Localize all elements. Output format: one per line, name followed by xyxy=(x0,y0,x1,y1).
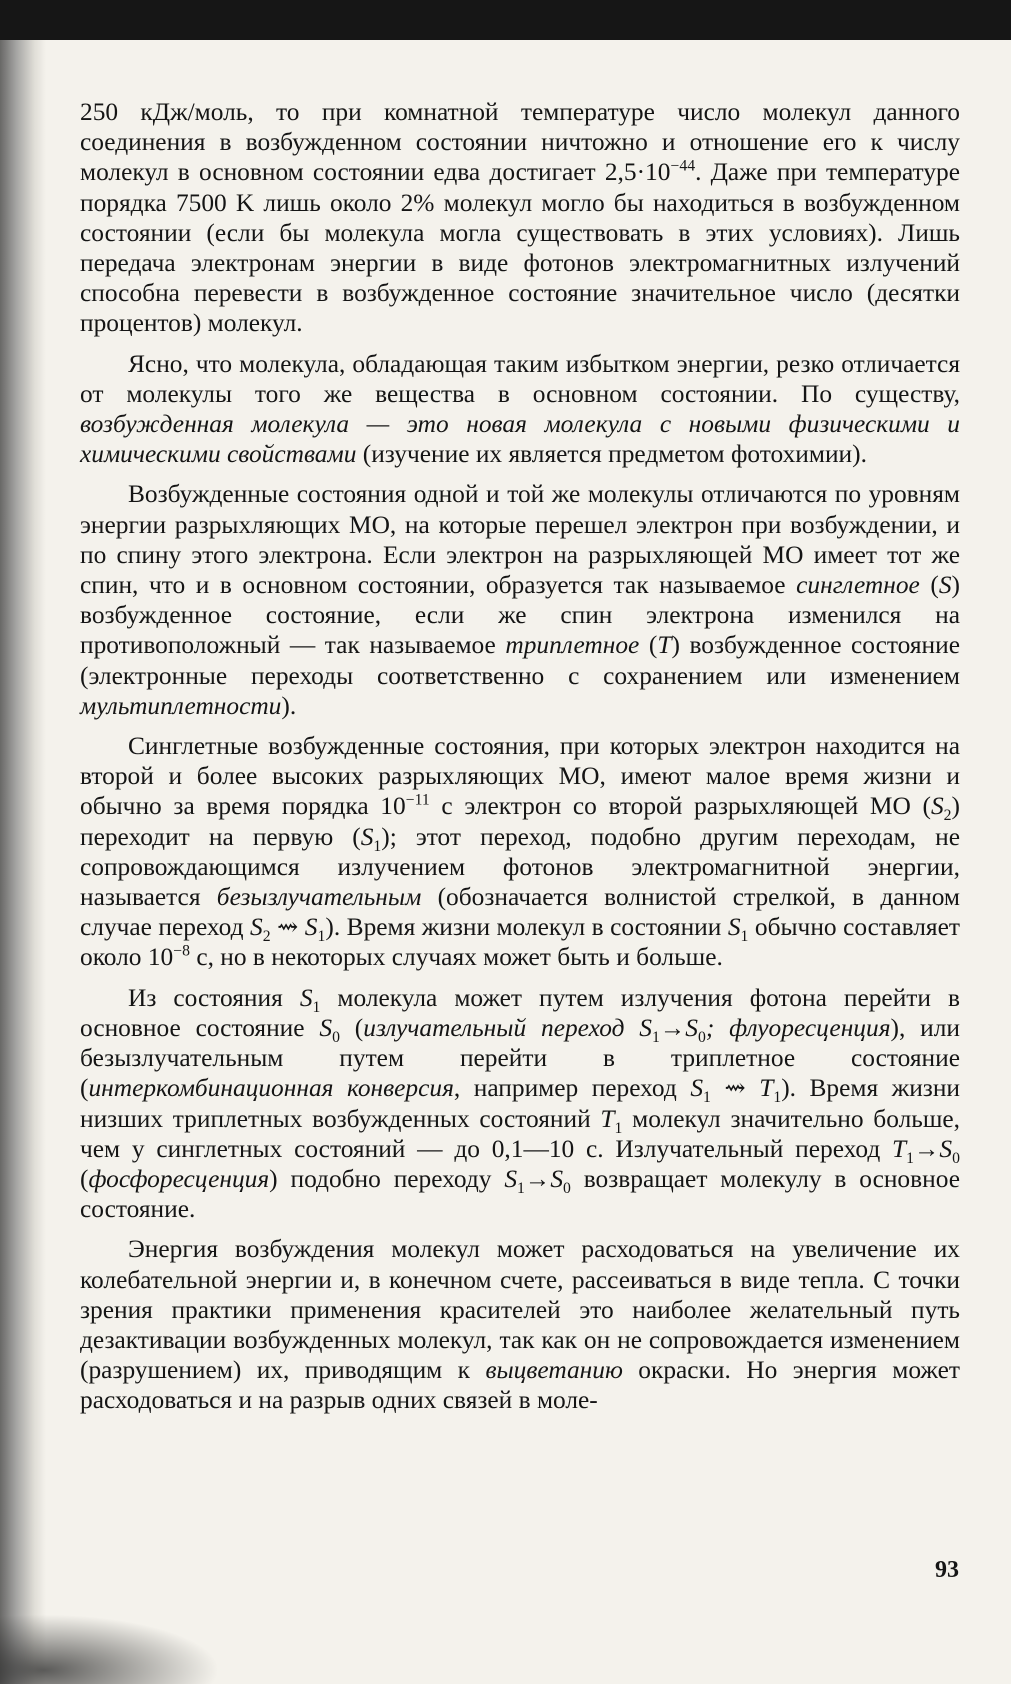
italic-term: S xyxy=(299,983,313,1012)
italic-term: S xyxy=(939,1134,953,1163)
subscript: 1 xyxy=(317,928,326,946)
scan-top-border xyxy=(0,0,1011,40)
superscript: −44 xyxy=(670,157,696,175)
italic-term: фосфоресценция xyxy=(88,1164,270,1193)
scan-corner-smudge xyxy=(0,1614,220,1684)
superscript: −8 xyxy=(173,943,190,961)
subscript: 1 xyxy=(312,998,321,1016)
italic-term: ; флуоресценция xyxy=(705,1013,891,1042)
italic-term: S xyxy=(504,1164,518,1193)
italic-term: S xyxy=(304,913,318,942)
page-body-text xyxy=(80,97,960,1416)
subscript: 0 xyxy=(563,1179,571,1197)
italic-term: S xyxy=(938,571,952,600)
italic-term: S xyxy=(727,913,741,942)
subscript: 0 xyxy=(952,1149,960,1167)
italic-term: мультиплетности xyxy=(80,691,282,720)
superscript: −11 xyxy=(405,792,430,809)
subscript: 0 xyxy=(332,1028,340,1046)
subscript: 1 xyxy=(773,1089,782,1107)
subscript: 1 xyxy=(906,1149,915,1167)
subscript: 1 xyxy=(614,1119,623,1137)
subscript: 1 xyxy=(517,1179,525,1197)
paragraph-5: Из состояния $S_1$ молекула может путем излучения фотона перейти в основное состояние $S_0$ (излучательный переход $S_1\to S_0$; флуоресценция), или безызлучательным путем перейти в триплетное состояние (интеркомбинационная конверсия, например переход $S_1$ ⇝ $T_1$). Время жизни низших триплетных возбужденных состояний $T_1$ молекул значительно больше, чем у синглетных состояний — до 0,1—10 с. Излучательный переход $T_1\to S_0$ (фосфоресценция) подобно переходу $S_1\to S_0$ возвращает молекулу в основное состояние. xyxy=(80,983,960,1224)
subscript: 1 xyxy=(703,1089,711,1107)
italic-term: синглетное xyxy=(796,571,920,600)
subscript: 0 xyxy=(697,1028,706,1046)
italic-term: S xyxy=(249,913,263,942)
italic-term: S xyxy=(690,1074,704,1103)
paragraph-6: Энергия возбуждения молекул может расходоваться на увеличение их колебательной энергии и, в конечном счете, рассеиваться в виде тепла. С точки зрения практики применения красителей это наиболее желательный путь дезактивации возбужденных молекул, так как он не сопровождается изменением (разрушением) их, приводящим к выцветанию окраски. Но энергия может расходоваться и на разрыв одних связей в моле- xyxy=(80,1235,960,1415)
italic-term: излучательный переход S xyxy=(363,1013,652,1042)
italic-term: триплетное xyxy=(505,631,640,660)
italic-term: возбужденная молекула — это новая молекула с новыми физическими и химическими свойствами xyxy=(80,410,960,469)
italic-term: безызлучательным xyxy=(216,883,422,912)
paragraph-3: Возбужденные состояния одной и той же молекулы отличаются по уровням энергии разрыхляющих МО, на которые перешел электрон при возбуждении, и по спину этого электрона. Если электрон на разрыхляющей МО имеет тот же спин, что и в основном состоянии, образуется так называемое синглетное (S) возбужденное состояние, если же спин электрона изменился на противоположный — так называемое триплетное (T) возбужденное состояние (электронные переходы соответственно с сохранением или изменением мультиплетности). xyxy=(80,480,960,720)
italic-term: →S xyxy=(659,1013,698,1042)
paragraph-1: 250 кДж/моль, то при комнатной температуре число молекул данного соединения в возбужденном состоянии ничтожно и отношение его к числу молекул в основном состоянии едва достигает $2,5\cdot 10^{-44}$. Даже при температуре порядка 7500 K лишь около 2% молекул могло бы находиться в возбужденном состоянии (если бы молекула могла существовать в этих условиях). Лишь передача электронам энергии в виде фотонов электромагнитных излучений способна перевести в возбужденное состояние значительное число (десятки процентов) молекул. xyxy=(80,98,960,338)
scan-page-gutter xyxy=(0,40,46,1684)
paragraph-4: Синглетные возбужденные состояния, при которых электрон находится на второй и более высоких разрыхляющих МО, имеют малое время жизни и обычно за время порядка $10^{-11}$ с электрон со второй разрыхляющей МО $(S_2)$ переходит на первую $(S_1)$; этот переход, подобно другим переходам, не сопровождающимся излучением фотонов электромагнитной энергии, называется безызлучательным (обозначается волнистой стрелкой, в данном случае переход $S_2$ ⇝ $S_1$). Время жизни молекул в состоянии $S_1$ обычно составляет около $10^{-8}$ с, но в некоторых случаях может быть и больше. xyxy=(80,732,961,972)
italic-term: S xyxy=(550,1164,564,1193)
italic-term: интеркомбинационная конверсия xyxy=(88,1074,454,1103)
subscript: 2 xyxy=(943,807,952,825)
subscript: 2 xyxy=(262,928,271,946)
italic-term: S xyxy=(360,822,374,851)
page-number: 93 xyxy=(935,1557,959,1583)
subscript: 1 xyxy=(740,928,749,946)
italic-term: T xyxy=(657,631,672,660)
italic-term: T xyxy=(600,1104,615,1133)
paragraph-2: Ясно, что молекула, обладающая таким избытком энергии, резко отличается от молекулы того же вещества в основном состоянии. По существу, возбужденная молекула — это новая молекула с новыми физическими и химическими свойствами (изучение их является предметом фотохимии). xyxy=(80,349,960,469)
subscript: 1 xyxy=(373,837,382,855)
italic-term: T xyxy=(892,1134,907,1163)
subscript: 1 xyxy=(651,1028,660,1046)
italic-term: T xyxy=(759,1074,774,1103)
italic-term: выцветанию xyxy=(485,1356,623,1385)
italic-term: S xyxy=(319,1013,333,1042)
italic-term: S xyxy=(930,792,944,821)
